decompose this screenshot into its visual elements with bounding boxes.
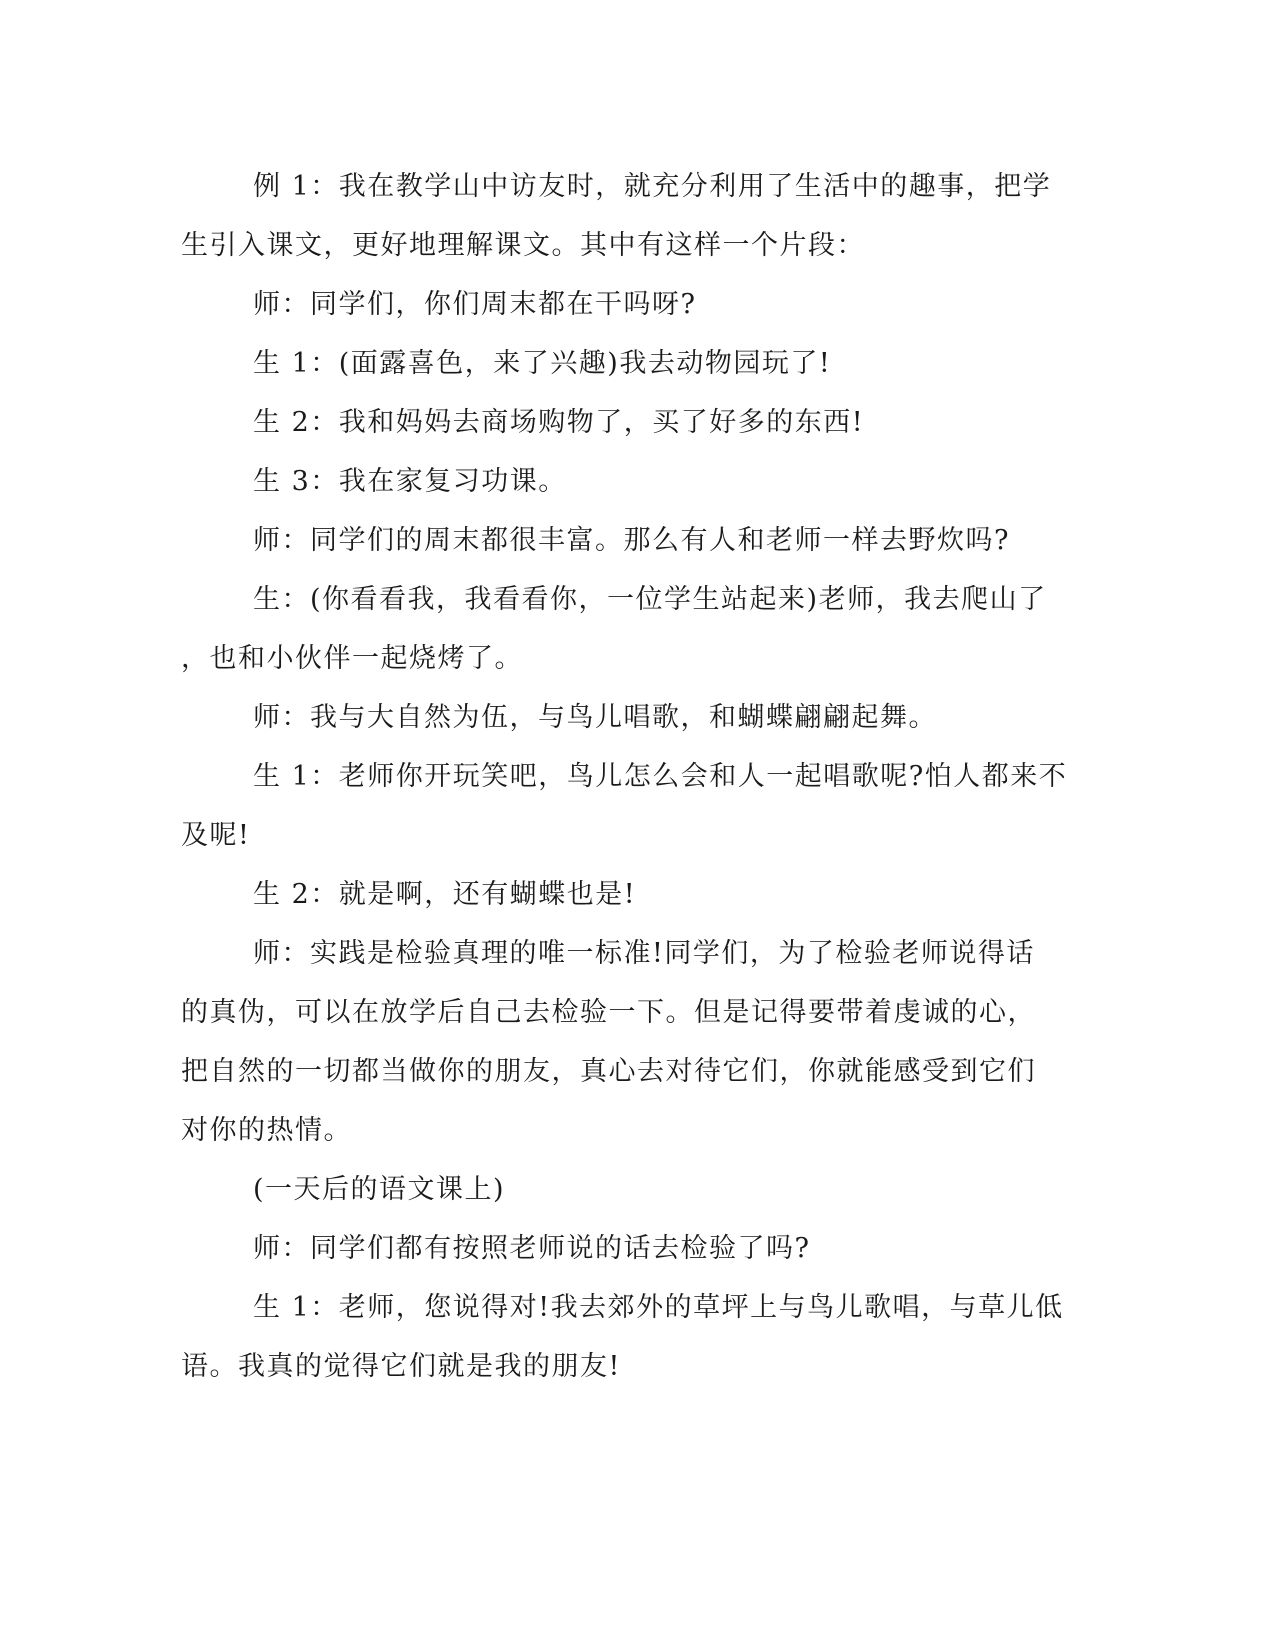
paragraph: [181, 570, 1047, 688]
paragraph: [181, 865, 1041, 924]
paragraph-line: 语。我真的觉得它们就是我的朋友!: [181, 1351, 621, 1382]
paragraph-line: 生 2：我和妈妈去商场购物了，买了好多的东西!: [253, 407, 865, 438]
paragraph: [181, 393, 1041, 452]
paragraph: [181, 924, 1041, 1160]
paragraph-line: 生引入课文，更好地理解课文。其中有这样一个片段：: [181, 230, 865, 261]
paragraph-line: 生 1：老师你开玩笑吧，鸟儿怎么会和人一起唱歌呢?怕人都来不: [253, 761, 1068, 792]
paragraph: [181, 1278, 1064, 1396]
paragraph: [181, 157, 1052, 275]
paragraph-line: 师：我与大自然为伍，与鸟儿唱歌，和蝴蝶翩翩起舞。: [253, 702, 937, 733]
paragraph-line: 把自然的一切都当做你的朋友，真心去对待它们，你就能感受到它们: [181, 1056, 1036, 1087]
paragraph-line: 生：(你看看我，我看看你，一位学生站起来)老师，我去爬山了: [253, 584, 1047, 615]
paragraph-line: (一天后的语文课上): [253, 1174, 506, 1205]
paragraph-line: 生 2：就是啊，还有蝴蝶也是!: [253, 879, 637, 910]
paragraph-line: 生 1：(面露喜色，来了兴趣)我去动物园玩了!: [253, 348, 832, 379]
paragraph: [181, 1219, 1041, 1278]
paragraph-line: 师：同学们的周末都很丰富。那么有人和老师一样去野炊吗?: [253, 525, 1010, 556]
paragraph: [181, 452, 1041, 511]
paragraph: [181, 334, 1041, 393]
document-body: [181, 157, 1068, 1396]
paragraph: [181, 275, 1041, 334]
paragraph-line: 对你的热情。: [181, 1115, 352, 1146]
paragraph-line: 师：同学们都有按照老师说的话去检验了吗?: [253, 1233, 811, 1264]
paragraph: [181, 511, 1041, 570]
paragraph-line: 师：实践是检验真理的唯一标准!同学们，为了检验老师说得话: [253, 938, 1035, 969]
paragraph-line: 例 1：我在教学山中访友时，就充分利用了生活中的趣事，把学: [253, 171, 1052, 202]
paragraph-line: 师：同学们，你们周末都在干吗呀?: [253, 289, 697, 320]
paragraph-line: 及呢!: [181, 820, 251, 851]
paragraph-line: 生 1：老师，您说得对!我去郊外的草坪上与鸟儿歌唱，与草儿低: [253, 1292, 1064, 1323]
paragraph-line: 的真伪，可以在放学后自己去检验一下。但是记得要带着虔诚的心，: [181, 997, 1036, 1028]
paragraph-line: 生 3：我在家复习功课。: [253, 466, 567, 497]
paragraph: [181, 747, 1068, 865]
paragraph-line: ，也和小伙伴一起烧烤了。: [181, 643, 523, 674]
paragraph: [181, 1160, 1041, 1219]
paragraph: [181, 688, 1041, 747]
